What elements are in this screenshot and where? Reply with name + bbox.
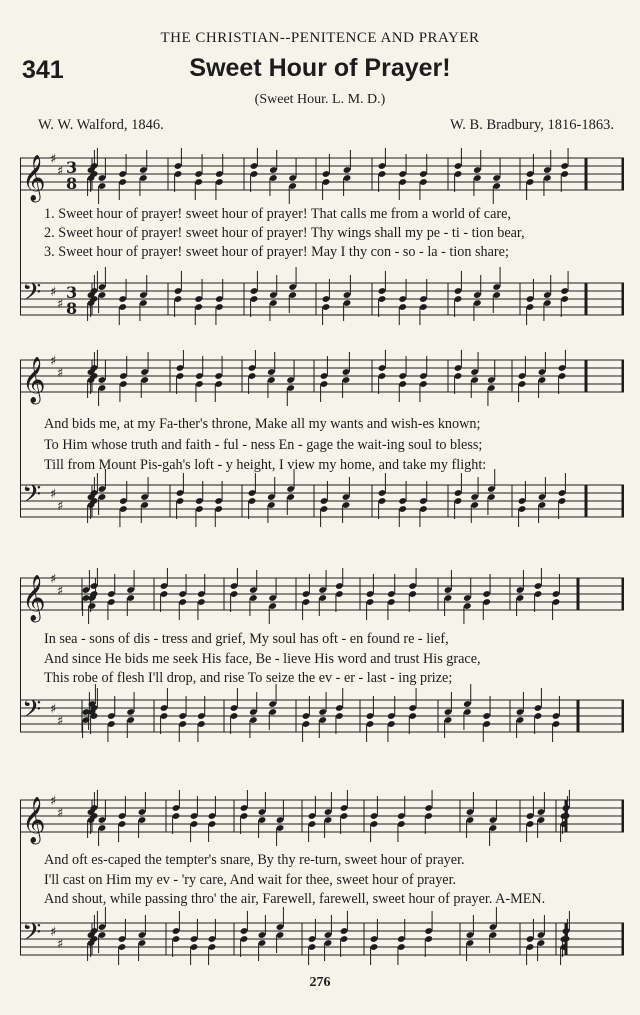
lyric-line-3-1: In sea - sons of dis - tress and grief, My soul has oft - en found re - lief, — [44, 631, 449, 647]
treble-clef-icon: 𝄞 — [22, 357, 46, 403]
sharp-icon: ♯ — [57, 297, 64, 312]
treble-clef-icon: 𝄞 — [22, 575, 46, 621]
music-credit: W. B. Bradbury, 1816-1863. — [449, 117, 614, 133]
bass-clef-icon: 𝄢 — [22, 480, 42, 515]
sharp-icon: ♯ — [57, 164, 64, 179]
sharp-icon: ♯ — [57, 499, 64, 514]
sharp-icon: ♯ — [50, 702, 57, 717]
time-signature-top: 3 — [66, 158, 78, 177]
time-signature-top: 3 — [66, 283, 78, 302]
sharp-icon: ♯ — [50, 925, 57, 940]
treble-clef-icon: 𝄞 — [22, 155, 46, 201]
sharp-icon: ♯ — [57, 937, 64, 952]
treble-staff — [20, 354, 624, 405]
sharp-icon: ♯ — [50, 794, 57, 809]
bass-clef-icon: 𝄢 — [22, 278, 42, 313]
sharp-icon: ♯ — [57, 584, 64, 599]
lyric-line-4-2: I'll cast on Him my ev - 'ry care, And wait for thee, sweet hour of prayer. — [44, 872, 457, 888]
music-system-1 — [20, 148, 624, 338]
lyric-line-4-1: And oft es-caped the tempter's snare, By thy re-turn, sweet hour of prayer. — [44, 852, 465, 868]
sharp-icon: ♯ — [50, 572, 57, 587]
sharp-icon: ♯ — [57, 366, 64, 381]
lyric-line-1-3: 3. Sweet hour of prayer! sweet hour of prayer! May I thy con - so - la - tion share; — [44, 244, 509, 260]
sharp-icon: ♯ — [50, 152, 57, 167]
hymn-number: 341 — [22, 56, 64, 84]
treble-clef-icon: 𝄞 — [22, 797, 46, 843]
sharp-icon: ♯ — [57, 806, 64, 821]
running-head: THE CHRISTIAN--PENITENCE AND PRAYER — [160, 30, 480, 46]
lyric-line-2-2: To Him whose truth and faith - ful - ness En - gage the wait-ing soul to bless; — [44, 437, 483, 453]
lyric-line-4-3: And shout, while passing thro' the air, Farewell, farewell, sweet hour of prayer. A-MEN. — [44, 891, 546, 907]
tune-meter-line: (Sweet Hour. L. M. D.) — [254, 92, 386, 107]
lyric-line-2-1: And bids me, at my Fa-ther's throne, Make all my wants and wish-es known; — [44, 416, 481, 432]
bass-clef-icon: 𝄢 — [22, 918, 42, 953]
hymn-title: Sweet Hour of Prayer! — [189, 54, 451, 82]
words-credit: W. W. Walford, 1846. — [38, 117, 164, 133]
lyric-line-1-2: 2. Sweet hour of prayer! sweet hour of prayer! Thy wings shall my pe - ti - tion bear, — [44, 225, 525, 241]
sharp-icon: ♯ — [50, 487, 57, 502]
sharp-icon: ♯ — [50, 285, 57, 300]
time-signature-bottom: 8 — [66, 174, 78, 193]
sharp-icon: ♯ — [50, 354, 57, 369]
sharp-icon: ♯ — [57, 714, 64, 729]
lyric-line-3-2: And since He bids me seek His face, Be - lieve His word and trust His grace, — [44, 651, 481, 667]
lyric-line-1-1: 1. Sweet hour of prayer! sweet hour of prayer! That calls me from a world of care, — [44, 206, 511, 222]
lyric-line-3-3: This robe of flesh I'll drop, and rise To seize the ev - er - last - ing prize; — [44, 670, 453, 686]
page-number: 276 — [309, 975, 331, 990]
bass-clef-icon: 𝄢 — [22, 695, 42, 730]
time-signature-bottom: 8 — [66, 299, 78, 318]
lyric-line-2-3: Till from Mount Pis-gah's loft - y height, I view my home, and take my flight: — [44, 457, 487, 473]
